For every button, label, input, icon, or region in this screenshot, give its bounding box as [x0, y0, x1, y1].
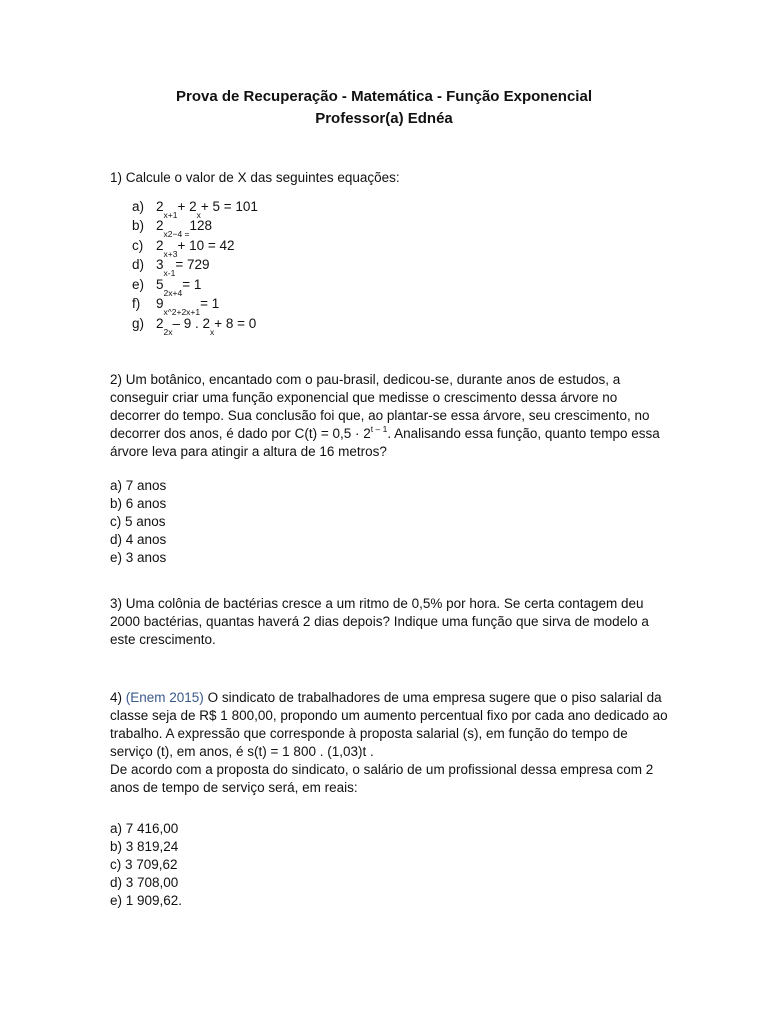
option-b: b) 3 819,24 — [110, 839, 179, 854]
option-c: c) 3 709,62 — [110, 857, 178, 872]
equation-c: c) 2 $^{x+3}$ + 10 = 42 — [132, 237, 235, 259]
question-1-prompt: 1) Calcule o valor de X das seguintes equações: — [110, 170, 400, 185]
equation-g: g) 2 $^{2x}$ – 9 . 2 $^x$ + 8 = 0 — [132, 315, 257, 337]
option-a: a) 7 416,00 — [110, 821, 179, 836]
option-b: b) 6 anos — [110, 496, 167, 511]
option-c: c) 5 anos — [110, 514, 166, 529]
question-2-text: 2) Um botânico, encantado com o pau-brasil, dedicou-se, durante anos de estudos, a conseguir criar uma função exponencial que medisse o crescimento dessa árvore no decorrer do tempo. Sua conclusão foi que, ao plantar-se essa árvore, seu crescimento, no decorrer dos anos, é dado por $C(t) = 0,5 \cdot 2^{t - 1}$. Analisando essa função, quanto tempo essa árvore leva para atingir a altura de 16 metros? — [110, 372, 660, 459]
question-4-text: 4) (Enem 2015) O sindicato de trabalhadores de uma empresa sugere que o piso salarial da classe seja de R$ 1 800,00, propondo um aumento percentual fixo por cada ano dedicado ao trabalho. A expressão que corresponde à proposta salarial (s), em função do tempo de serviço (t), em anos, é s(t) = 1 800 . (1,03)t . — [110, 690, 668, 759]
question-4-source: (Enem 2015) — [125, 690, 204, 705]
equation-a: a) 2 $^{x+1}$ + 2 $^x$ + 5 = 101 — [132, 198, 258, 220]
question-2-options — [110, 477, 670, 567]
teacher-name: Professor(a) Ednéa — [315, 110, 453, 127]
question-1-equations — [132, 196, 258, 337]
option-e: e) 1 909,62. — [110, 893, 183, 908]
page-title: Prova de Recuperação - Matemática - Função Exponencial — [176, 88, 592, 105]
equation-f: f) 9 $^{x\^{}2+2x+1}$ = 1 — [132, 296, 220, 317]
equation-d: d) 3 $^{x-1}$ = 729 — [132, 257, 210, 278]
equation-b: b) 2 $^{x2-4 =}$ 128 — [132, 218, 213, 239]
question-3-text: 3) Uma colônia de bactérias cresce a um ritmo de 0,5% por hora. Se certa contagem deu 2000 bactérias, quantas haverá 2 dias depois? Indique uma função que sirva de modelo a este crescimento. — [110, 596, 649, 647]
question-4-options — [110, 820, 670, 910]
question-4-text-2: De acordo com a proposta do sindicato, o salário de um profissional dessa empresa com 2 anos de tempo de serviço será, em reais: — [110, 762, 654, 795]
option-d: d) 3 708,00 — [110, 875, 179, 890]
option-e: e) 3 anos — [110, 550, 167, 565]
question-4 — [110, 689, 670, 797]
option-a: a) 7 anos — [110, 478, 167, 493]
option-d: d) 4 anos — [110, 532, 167, 547]
equation-e: e) 5 $^{2x+4}$ = 1 — [132, 276, 202, 298]
